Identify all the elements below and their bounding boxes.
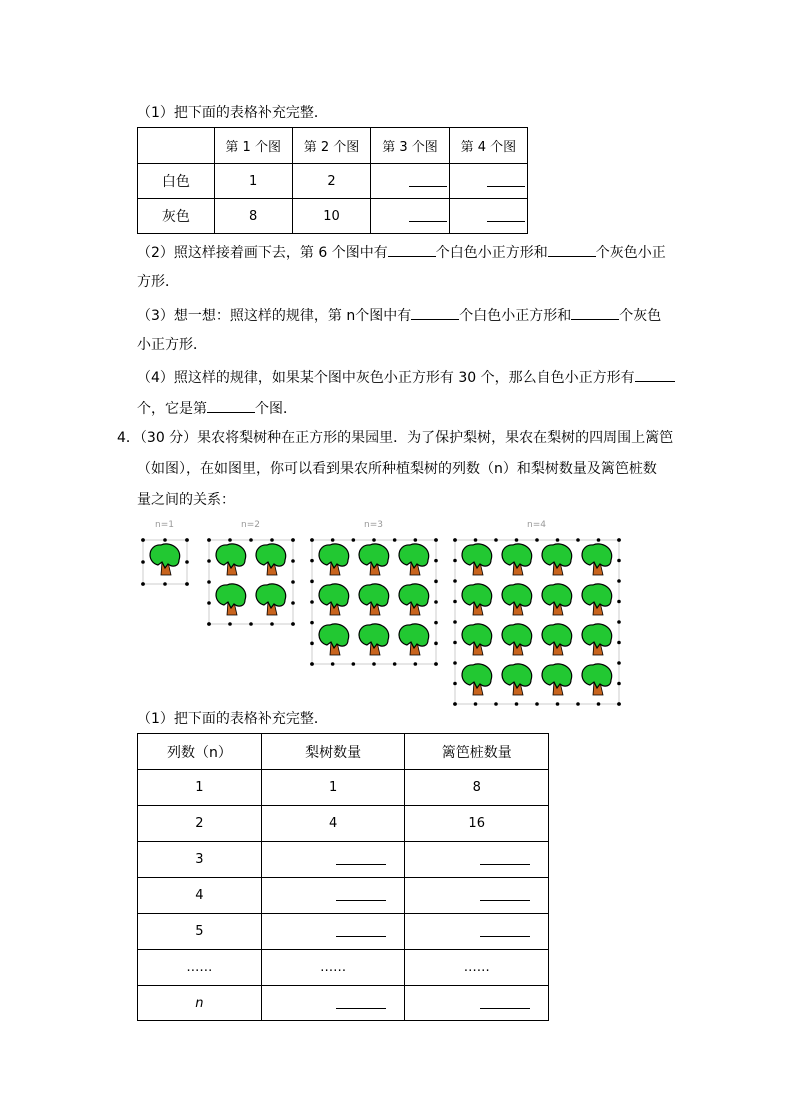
fence-post — [434, 559, 438, 563]
pear-tree-icon — [319, 584, 349, 615]
header-cell — [138, 128, 215, 164]
fence-post — [434, 538, 438, 542]
fence-post — [291, 538, 295, 542]
fence-post — [207, 622, 211, 626]
answer-cell — [449, 164, 527, 199]
fence-post — [617, 620, 621, 624]
text: 个灰色小正 — [595, 245, 666, 261]
table-row — [138, 878, 549, 914]
fence-post — [228, 622, 232, 626]
fence-post — [372, 662, 376, 666]
fence-post — [453, 620, 457, 624]
answer-cell — [261, 842, 405, 878]
fence-post — [141, 582, 145, 586]
text: （3）想一想：照这样的规律，第 n个图中有 — [137, 308, 412, 324]
q3-part3-cont: 小正方形． — [137, 337, 207, 353]
pear-tree-icon — [150, 544, 180, 575]
figure-label: n=2 — [241, 520, 260, 530]
fence-post — [249, 622, 253, 626]
fence-post — [163, 582, 167, 586]
fence-post — [310, 600, 314, 604]
fence-post — [207, 580, 211, 584]
fence-post — [453, 579, 457, 583]
header-cell: 篱笆桩数量 — [405, 734, 549, 770]
pear-tree-icon — [216, 584, 246, 615]
fence-post — [453, 702, 457, 706]
q3-part2-cont: 方形． — [137, 274, 179, 290]
orchard-figure — [207, 538, 295, 626]
fence-post — [474, 702, 478, 706]
answer-cell — [261, 914, 405, 950]
pear-tree-icon — [462, 544, 492, 575]
pear-tree-icon — [319, 624, 349, 655]
fence-post — [434, 580, 438, 584]
value-cell: 3 — [138, 842, 262, 878]
fence-post — [453, 600, 457, 604]
orchard-figure — [310, 538, 438, 666]
pear-tree-icon — [542, 664, 572, 695]
answer-cell — [261, 878, 405, 914]
fence-post — [228, 538, 232, 542]
q4-part1: （1）把下面的表格补充完整． — [137, 711, 328, 727]
pear-tree-icon — [582, 584, 612, 615]
pear-tree-icon — [359, 544, 389, 575]
fence-post — [270, 622, 274, 626]
header-cell: 第 3 个图 — [371, 128, 449, 164]
fence-post — [310, 621, 314, 625]
fence-post — [207, 538, 211, 542]
value-cell: 1 — [261, 770, 405, 806]
text: 个图． — [255, 401, 297, 417]
text: （4）照这样的规律，如果某个图中灰色小正方形有 30 个，那么自色小正方形有 — [137, 370, 635, 386]
answer-blank[interactable] — [409, 172, 447, 187]
fence-post — [535, 538, 539, 542]
table-row — [138, 986, 549, 1021]
fence-post — [453, 559, 457, 563]
answer-blank[interactable] — [571, 305, 619, 320]
pear-tree-icon — [582, 544, 612, 575]
pear-tree-icon — [502, 544, 532, 575]
fence-post — [185, 582, 189, 586]
pear-tree-icon — [542, 544, 572, 575]
answer-cell — [405, 914, 549, 950]
fence-post — [310, 642, 314, 646]
fence-post — [474, 538, 478, 542]
value-cell: …… — [405, 950, 549, 986]
fence-post — [453, 641, 457, 645]
answer-blank[interactable] — [336, 850, 386, 865]
q3-table — [137, 127, 528, 234]
text: 个灰色 — [619, 308, 662, 324]
pear-tree-icon — [542, 624, 572, 655]
fence-post — [414, 662, 418, 666]
pear-tree-icon — [256, 584, 286, 615]
fence-post — [434, 621, 438, 625]
header-cell: 梨树数量 — [261, 734, 405, 770]
fence-post — [535, 702, 539, 706]
answer-blank[interactable] — [635, 367, 675, 382]
fence-post — [617, 661, 621, 665]
table-row — [138, 770, 549, 806]
fence-post — [617, 579, 621, 583]
value-cell: 2 — [292, 164, 371, 199]
answer-blank[interactable] — [336, 886, 386, 901]
figure-label: n=1 — [155, 520, 174, 530]
answer-blank[interactable] — [480, 886, 530, 901]
fence-post — [494, 702, 498, 706]
figure-label: n=3 — [364, 520, 383, 530]
fence-post — [249, 538, 253, 542]
answer-cell — [371, 164, 449, 199]
answer-blank[interactable] — [480, 922, 530, 937]
value-cell: n — [138, 986, 262, 1021]
fence-post — [185, 538, 189, 542]
fence-post — [617, 600, 621, 604]
fence-post — [617, 559, 621, 563]
answer-blank[interactable] — [480, 850, 530, 865]
fence-post — [434, 642, 438, 646]
pear-tree-icon — [399, 584, 429, 615]
value-cell: …… — [138, 950, 262, 986]
fence-post — [291, 601, 295, 605]
value-cell: 2 — [138, 806, 262, 842]
answer-cell — [405, 986, 549, 1021]
header-cell: 第 1 个图 — [214, 128, 292, 164]
answer-cell — [405, 878, 549, 914]
fence-post — [141, 538, 145, 542]
answer-cell — [449, 199, 527, 234]
answer-cell — [371, 199, 449, 234]
fence-post — [453, 538, 457, 542]
q3-part3 — [137, 305, 661, 325]
fence-post — [617, 682, 621, 686]
q4-line3: 量之间的关系： — [137, 492, 235, 508]
text: 个白色小正方形和 — [435, 245, 548, 261]
pear-tree-icon — [359, 584, 389, 615]
answer-blank[interactable] — [548, 242, 596, 257]
answer-blank[interactable] — [409, 207, 447, 222]
fence-post — [597, 702, 601, 706]
fence-post — [207, 601, 211, 605]
fence-post — [331, 662, 335, 666]
fence-post — [270, 538, 274, 542]
fence-post — [617, 538, 621, 542]
header-cell: 列数（n） — [138, 734, 262, 770]
fence-post — [576, 538, 580, 542]
table-row — [138, 199, 528, 234]
fence-post — [331, 538, 335, 542]
fence-post — [310, 538, 314, 542]
fence-post — [310, 662, 314, 666]
fence-post — [291, 559, 295, 563]
table-row — [138, 914, 549, 950]
fence-post — [310, 559, 314, 563]
fence-post — [434, 662, 438, 666]
answer-blank[interactable] — [411, 305, 459, 320]
figure-label: n=4 — [527, 520, 546, 530]
orchard-figure — [453, 538, 621, 706]
text: （2）照这样接着画下去，第 6 个图中有 — [137, 245, 388, 261]
fence-post — [434, 600, 438, 604]
fence-post — [291, 580, 295, 584]
value-cell: 16 — [405, 806, 549, 842]
fence-post — [515, 702, 519, 706]
q3-part2 — [137, 242, 666, 262]
table-row — [138, 950, 549, 986]
value-cell: 5 — [138, 914, 262, 950]
fence-post — [352, 538, 356, 542]
value-cell: 1 — [214, 164, 292, 199]
fence-post — [597, 538, 601, 542]
fence-post — [352, 662, 356, 666]
fence-post — [291, 622, 295, 626]
pear-tree-icon — [359, 624, 389, 655]
orchard-figure — [141, 538, 189, 586]
pear-tree-icon — [502, 584, 532, 615]
pear-tree-icon — [256, 544, 286, 575]
fence-post — [515, 538, 519, 542]
answer-blank[interactable] — [336, 994, 386, 1009]
fence-post — [414, 538, 418, 542]
fence-post — [372, 538, 376, 542]
value-cell: 8 — [214, 199, 292, 234]
fence-post — [576, 702, 580, 706]
fence-post — [141, 560, 145, 564]
answer-cell — [405, 842, 549, 878]
table-row — [138, 164, 528, 199]
fence-post — [453, 682, 457, 686]
pear-tree-icon — [462, 624, 492, 655]
pear-tree-icon — [319, 544, 349, 575]
fence-post — [556, 538, 560, 542]
answer-blank[interactable] — [487, 207, 525, 222]
fence-post — [185, 560, 189, 564]
fence-post — [453, 661, 457, 665]
answer-blank[interactable] — [336, 922, 386, 937]
fence-post — [393, 538, 397, 542]
value-cell: 4 — [138, 878, 262, 914]
fence-post — [494, 538, 498, 542]
fence-post — [617, 702, 621, 706]
value-cell: …… — [261, 950, 405, 986]
header-cell: 第 4 个图 — [449, 128, 527, 164]
table-row — [138, 842, 549, 878]
row-label: 白色 — [138, 164, 215, 199]
q3-part1: （1）把下面的表格补充完整． — [137, 105, 328, 121]
value-cell: 10 — [292, 199, 371, 234]
fence-post — [310, 580, 314, 584]
answer-blank[interactable] — [480, 994, 530, 1009]
text: 个白色小正方形和 — [459, 308, 572, 324]
value-cell: 8 — [405, 770, 549, 806]
q4-line1: 4．（30 分）果农将梨树种在正方形的果园里．为了保护梨树，果农在梨树的四周围上篱笆 — [117, 430, 674, 446]
answer-cell — [261, 986, 405, 1021]
fence-post — [163, 538, 167, 542]
table-header-row — [138, 734, 549, 770]
pear-tree-icon — [462, 584, 492, 615]
value-cell: 4 — [261, 806, 405, 842]
answer-blank[interactable] — [487, 172, 525, 187]
pear-tree-icon — [216, 544, 246, 575]
table-row — [138, 806, 549, 842]
row-label: 灰色 — [138, 199, 215, 234]
fence-post — [617, 641, 621, 645]
pear-tree-icon — [582, 664, 612, 695]
header-cell: 第 2 个图 — [292, 128, 371, 164]
table-header-row — [138, 128, 528, 164]
q4-table — [137, 733, 549, 1021]
q3-part4 — [137, 367, 675, 387]
q4-line2: （如图），在如图里，你可以看到果农所种植梨树的列数（n）和梨树数量及篱笆桩数 — [137, 461, 657, 477]
pear-tree-icon — [542, 584, 572, 615]
pear-tree-icon — [462, 664, 492, 695]
fence-post — [207, 559, 211, 563]
pear-tree-icon — [399, 624, 429, 655]
pear-tree-icon — [399, 544, 429, 575]
pear-tree-icon — [502, 624, 532, 655]
pear-tree-icon — [582, 624, 612, 655]
pear-tree-icon — [502, 664, 532, 695]
q3-part4-cont — [137, 398, 297, 418]
answer-blank[interactable] — [388, 242, 436, 257]
fence-post — [556, 702, 560, 706]
value-cell: 1 — [138, 770, 262, 806]
text: 个，它是第 — [137, 401, 207, 417]
fence-post — [393, 662, 397, 666]
answer-blank[interactable] — [207, 398, 255, 413]
